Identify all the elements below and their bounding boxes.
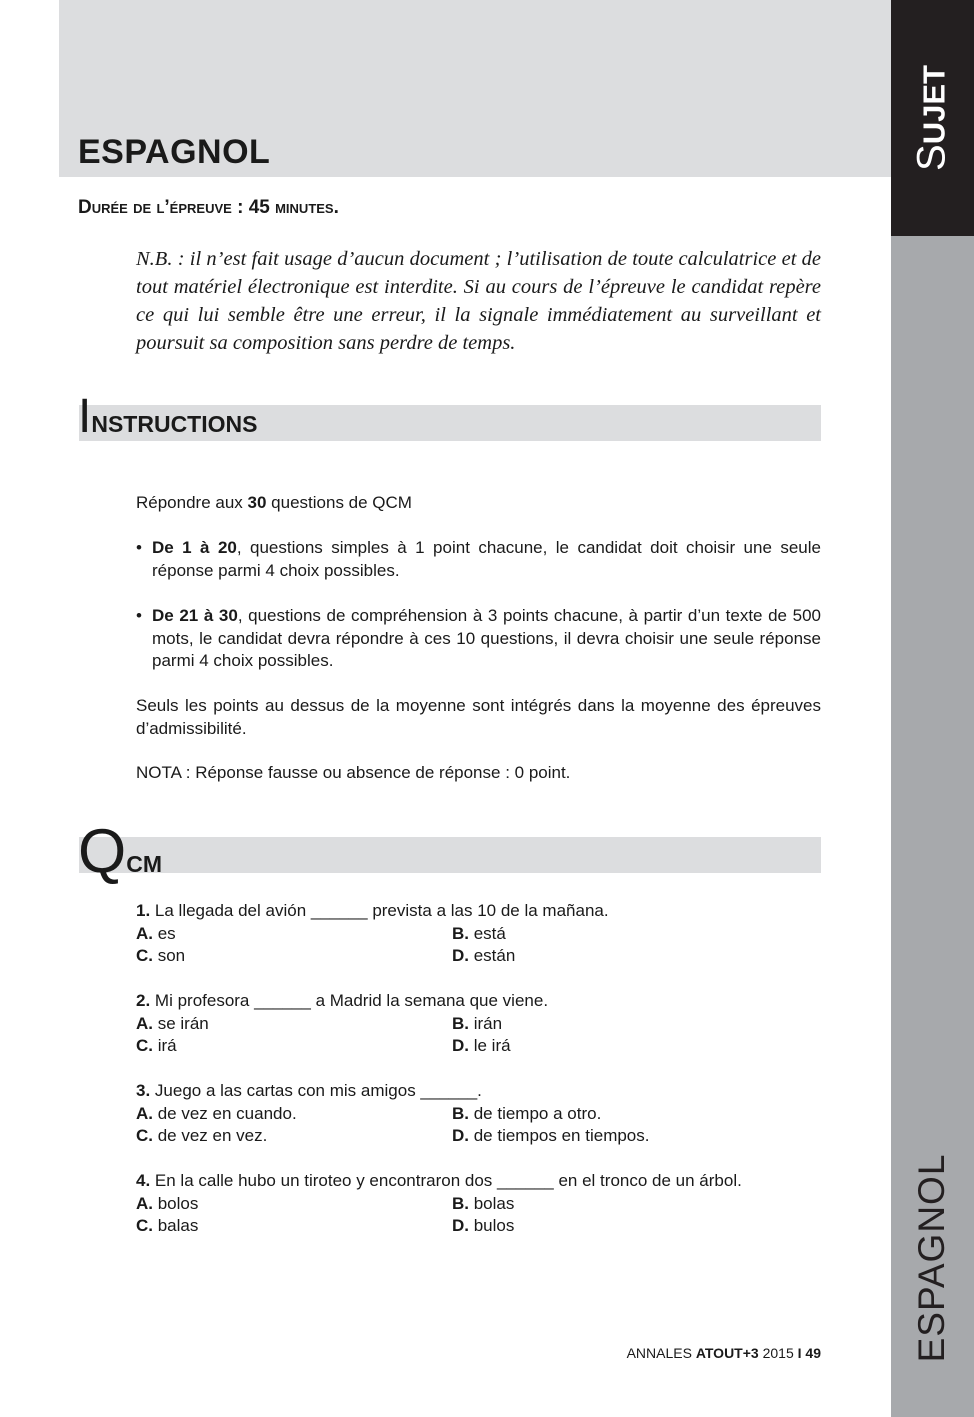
option-c xyxy=(136,1125,452,1148)
option-text: irán xyxy=(469,1013,503,1033)
option-text: bulos xyxy=(469,1216,515,1235)
option-a xyxy=(136,1193,452,1216)
footer-prefix: ANNALES xyxy=(626,1345,696,1361)
option-d xyxy=(452,1125,768,1148)
option-label: D. xyxy=(452,1216,469,1235)
sujet-initial: S xyxy=(909,144,954,171)
page-footer xyxy=(627,1345,821,1361)
question-stem xyxy=(136,900,821,923)
question-text: En la calle hubo un tiroteo y encontraron dos ______ en el tronco de un árbol. xyxy=(150,1171,742,1190)
bullet-1-text: , questions simples à 1 point chacune, le candidat doit choisir une seule réponse parmi 4 choix possibles. xyxy=(152,538,821,580)
instruction-bullet-2 xyxy=(136,605,821,673)
bullet-dot: • xyxy=(136,538,142,557)
bullet-dot: • xyxy=(136,606,142,625)
option-text: de tiempos en tiempos. xyxy=(469,1126,650,1145)
question-4 xyxy=(136,1170,821,1238)
option-a xyxy=(136,923,452,946)
option-label: B. xyxy=(452,923,469,943)
option-b xyxy=(452,1103,768,1126)
option-text: de vez en cuando. xyxy=(153,1103,297,1123)
footer-separator: I xyxy=(797,1345,802,1361)
answer-options xyxy=(136,923,821,968)
question-number: 1. xyxy=(136,901,151,920)
option-a xyxy=(136,1103,452,1126)
question-stem xyxy=(136,990,821,1013)
option-text: son xyxy=(153,946,186,965)
question-text: Mi profesora ______ a Madrid la semana que viene. xyxy=(150,991,549,1010)
qcm-heading-initial: Q xyxy=(78,817,127,886)
intro-count: 30 xyxy=(247,493,267,512)
bullet-1-range: De 1 à 20 xyxy=(152,538,237,557)
option-text: bolas xyxy=(469,1193,515,1213)
option-text: está xyxy=(469,923,506,943)
option-label: A. xyxy=(136,923,153,943)
question-number: 2. xyxy=(136,991,151,1010)
option-label: A. xyxy=(136,1193,153,1213)
answer-options xyxy=(136,1193,821,1238)
nota: NOTA : Réponse fausse ou absence de réponse : 0 point. xyxy=(136,763,571,782)
qcm-heading-rest: CM xyxy=(126,851,163,877)
question-stem xyxy=(136,1170,821,1193)
option-text: irá xyxy=(153,1036,177,1055)
question-text: Juego a las cartas con mis amigos ______. xyxy=(150,1081,482,1100)
qcm-heading xyxy=(78,817,163,886)
option-b xyxy=(452,1013,768,1036)
option-d xyxy=(452,1215,768,1238)
footer-year: 2015 xyxy=(758,1345,798,1361)
points-note: Seuls les points au dessus de la moyenne sont intégrés dans la moyenne des épreuves d’admissibilité. xyxy=(136,696,821,738)
question-stem xyxy=(136,1080,821,1103)
option-d xyxy=(452,1035,768,1058)
option-c xyxy=(136,945,452,968)
question-number: 4. xyxy=(136,1171,151,1190)
answer-options xyxy=(136,1013,821,1058)
option-text: balas xyxy=(153,1216,199,1235)
option-a xyxy=(136,1013,452,1036)
option-label: B. xyxy=(452,1193,469,1213)
option-label: A. xyxy=(136,1103,153,1123)
option-text: le irá xyxy=(469,1036,511,1055)
instruction-bullet-1 xyxy=(136,537,821,582)
bullet-2-text: , questions de compréhension à 3 points chacune, à partir d’un texte de 500 mots, le candidat devra répondre à ces 10 questions, il devra choisir une seule réponse parmi 4 choix possibles. xyxy=(152,606,821,670)
sujet-rest: UJET xyxy=(916,65,952,145)
option-label: C. xyxy=(136,1126,153,1145)
option-label: B. xyxy=(452,1013,469,1033)
exam-duration: Durée de l’épreuve : 45 minutes. xyxy=(78,197,339,218)
page-number: 49 xyxy=(801,1345,821,1361)
instructions-intro xyxy=(136,492,821,515)
instructions-heading-rest: NSTRUCTIONS xyxy=(91,411,258,437)
option-label: C. xyxy=(136,1036,153,1055)
bullet-2-range: De 21 à 30 xyxy=(152,606,238,625)
option-label: C. xyxy=(136,946,153,965)
instructions-heading xyxy=(78,390,258,443)
footer-brand: ATOUT+3 xyxy=(695,1345,759,1361)
option-label: D. xyxy=(452,946,469,965)
question-text: La llegada del avión ______ prevista a las 10 de la mañana. xyxy=(150,901,609,920)
option-text: se irán xyxy=(153,1013,209,1033)
option-c xyxy=(136,1215,452,1238)
option-b xyxy=(452,923,768,946)
intro-text: Répondre aux xyxy=(136,493,248,512)
question-2 xyxy=(136,990,821,1058)
option-text: bolos xyxy=(153,1193,199,1213)
option-c xyxy=(136,1035,452,1058)
option-b xyxy=(452,1193,768,1216)
answer-options xyxy=(136,1103,821,1148)
option-text: de vez en vez. xyxy=(153,1126,268,1145)
sidebar-subject-label: ESPAGNOL xyxy=(911,1153,952,1363)
option-label: B. xyxy=(452,1103,469,1123)
nb-notice: N.B. : il n’est fait usage d’aucun document ; l’utilisation de toute calculatrice et de tout matériel électronique est interdite. Si au cours de l’épreuve le candidat repère ce qui lui semble être une erreur, il la signale immédiatement au surveillant et poursuit sa composition sans perdre de temps. xyxy=(136,248,821,354)
instructions-heading-initial: I xyxy=(78,390,92,443)
option-label: D. xyxy=(452,1036,469,1055)
option-text: es xyxy=(153,923,176,943)
option-text: están xyxy=(469,946,516,965)
sidebar-sujet-label xyxy=(910,65,955,171)
intro-text-end: questions de QCM xyxy=(266,493,412,512)
page-title: ESPAGNOL xyxy=(78,133,271,171)
option-d xyxy=(452,945,768,968)
question-number: 3. xyxy=(136,1081,151,1100)
option-label: C. xyxy=(136,1216,153,1235)
option-label: A. xyxy=(136,1013,153,1033)
option-text: de tiempo a otro. xyxy=(469,1103,602,1123)
question-3 xyxy=(136,1080,821,1148)
question-1 xyxy=(136,900,821,968)
qcm-heading-band xyxy=(79,837,821,873)
option-label: D. xyxy=(452,1126,469,1145)
